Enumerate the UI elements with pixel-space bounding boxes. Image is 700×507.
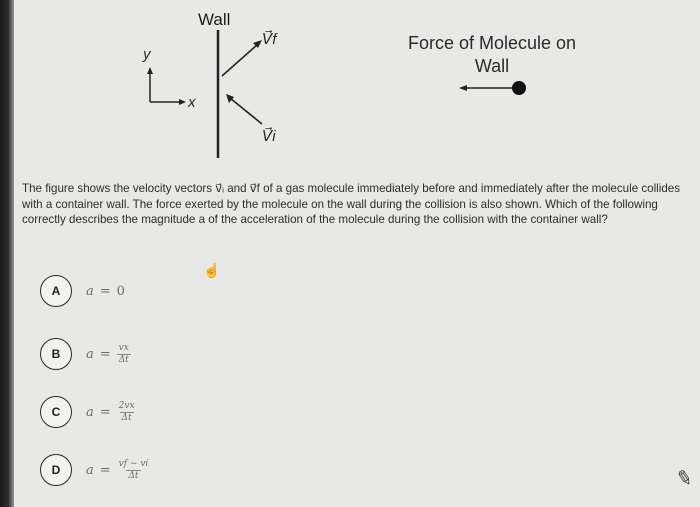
- formula-equals: =: [99, 462, 111, 478]
- choice-b-formula: [86, 343, 131, 366]
- vi-arrowhead: [226, 94, 234, 103]
- choice-c[interactable]: [40, 392, 137, 432]
- pencil-icon[interactable]: ✎: [673, 466, 695, 492]
- formula-lhs: a: [86, 346, 94, 362]
- wall-label: Wall: [198, 10, 231, 29]
- y-axis-label: y: [143, 46, 151, 63]
- choice-a-badge[interactable]: A: [40, 275, 72, 307]
- formula-fraction: [117, 459, 151, 482]
- fraction-numerator: vf − vi: [118, 458, 149, 469]
- choice-d-badge[interactable]: D: [40, 454, 72, 486]
- y-axis-arrowhead: [147, 67, 153, 74]
- vi-label: V⃗i: [262, 128, 276, 145]
- choice-b[interactable]: [40, 334, 131, 374]
- x-axis-arrowhead: [179, 99, 186, 105]
- hand-pointer-icon: ☝: [203, 262, 221, 278]
- force-title: Force of Molecule on Wall: [407, 33, 577, 76]
- formula-rhs: 0: [116, 283, 125, 299]
- fraction-denominator: Δt: [128, 470, 139, 481]
- choice-a[interactable]: [40, 271, 125, 311]
- fraction-numerator: 2vx: [118, 400, 135, 411]
- formula-equals: =: [99, 283, 111, 299]
- formula-fraction: [117, 343, 131, 366]
- formula-fraction: [117, 401, 137, 424]
- vf-label: V⃗f: [262, 31, 277, 48]
- choice-d-formula: [86, 459, 150, 482]
- choice-c-badge[interactable]: C: [40, 396, 72, 428]
- choice-c-formula: [86, 401, 137, 424]
- vf-arrow: [222, 44, 258, 76]
- question-text: The figure shows the velocity vectors v⃗ᵢ and v⃗f of a gas molecule immediately before and immediately after the molecule collides with a container wall. The force exerted by the molecule on the wall during the collision is also shown. Which of the following correctly describes the magnitude a of the acceleration of the molecule during the collision with the container wall?: [22, 182, 681, 226]
- choice-a-formula: [86, 284, 125, 299]
- physics-diagram: [0, 0, 700, 170]
- formula-lhs: a: [86, 404, 94, 420]
- fraction-denominator: Δt: [121, 412, 132, 423]
- choice-b-badge[interactable]: B: [40, 338, 72, 370]
- formula-lhs: a: [86, 462, 94, 478]
- formula-equals: =: [99, 404, 111, 420]
- molecule-dot: [512, 81, 526, 95]
- fraction-numerator: vx: [118, 342, 129, 353]
- formula-lhs: a: [86, 283, 94, 299]
- formula-equals: =: [99, 346, 111, 362]
- force-arrowhead: [459, 85, 467, 91]
- fraction-denominator: Δt: [118, 354, 129, 365]
- x-axis-label: x: [188, 94, 196, 111]
- choice-d[interactable]: [40, 450, 150, 490]
- diagram-graphics: [0, 0, 700, 170]
- vi-arrow: [230, 98, 262, 124]
